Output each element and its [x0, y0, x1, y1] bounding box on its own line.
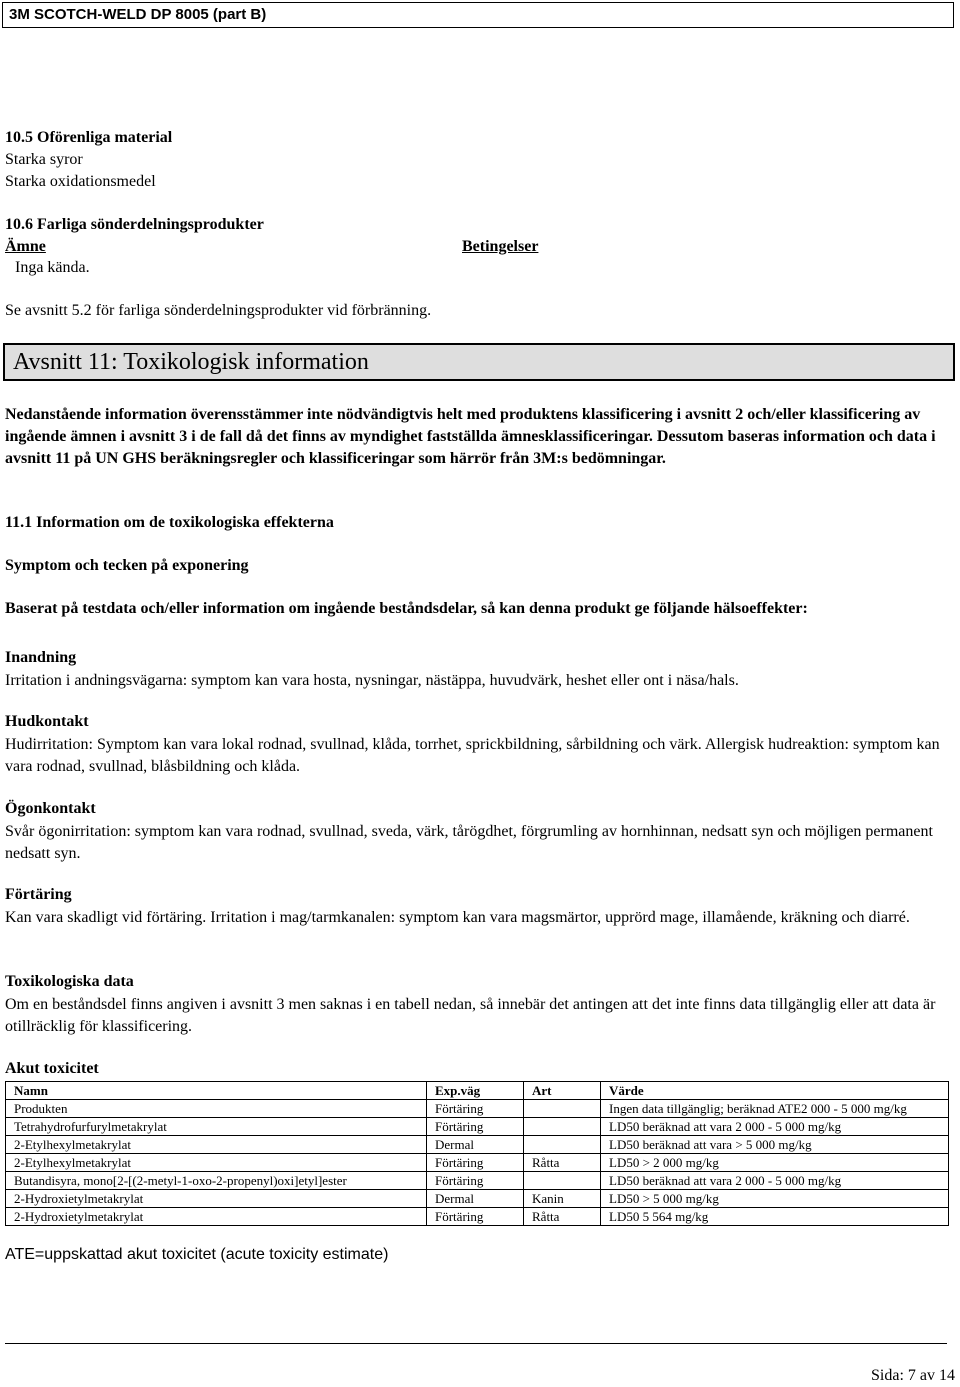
table-row — [6, 1100, 949, 1118]
health-effects-intro: Baserat på testdata och/eller information om ingående beståndsdelar, så kan denna produkt ge följande hälsoeffekter: — [5, 600, 808, 617]
cell-route: Dermal — [427, 1190, 524, 1208]
inhalation-heading: Inandning — [5, 649, 77, 666]
cell-value: Ingen data tillgänglig; beräknad ATE2 000 - 5 000 mg/kg — [601, 1100, 949, 1118]
cell-name: Produkten — [6, 1100, 427, 1118]
heading-10-5: 10.5 Oförenliga material — [5, 129, 173, 146]
cell-name: 2-Etylhexylmetakrylat — [6, 1136, 427, 1154]
skin-heading: Hudkontakt — [5, 713, 89, 730]
column-header-route: Exp.väg — [427, 1082, 524, 1100]
page-number: Sida: 7 av 14 — [871, 1367, 955, 1384]
cell-species — [524, 1100, 601, 1118]
acute-toxicity-heading: Akut toxicitet — [5, 1060, 99, 1077]
incompatible-item-2: Starka oxidationsmedel — [5, 173, 156, 190]
column-header-species: Art — [524, 1082, 601, 1100]
section-11-intro: Nedanstående information överensstämmer inte nödvändigtvis helt med produktens klassificering i avsnitt 2 och/eller klassificering av ingående ämnen i avsnitt 3 i de fall då det finns av myndighet fastställda ämnesklassificeringar. Dessutom baseras information och data i avsnitt 11 på UN GHS beräkningsregler och klassificeringar som härrör från 3M:s bedömningar. — [5, 406, 936, 467]
table-row — [6, 1118, 949, 1136]
cell-species — [524, 1118, 601, 1136]
cell-species — [524, 1172, 601, 1190]
document-title: 3M SCOTCH-WELD DP 8005 (part B) — [9, 6, 267, 23]
eye-text: Svår ögonirritation: symptom kan vara rodnad, svullnad, sveda, värk, tårögdhet, förgrumling av hornhinnan, nedsatt syn och möjligen permanent nedsatt syn. — [5, 823, 933, 862]
cell-species: Råtta — [524, 1208, 601, 1226]
table-row — [6, 1136, 949, 1154]
cell-name: 2-Hydroxietylmetakrylat — [6, 1190, 427, 1208]
cell-route: Förtäring — [427, 1208, 524, 1226]
section-11-banner — [3, 343, 955, 381]
decomposition-note: Se avsnitt 5.2 för farliga sönderdelningsprodukter vid förbränning. — [5, 302, 432, 319]
cell-value: LD50 > 2 000 mg/kg — [601, 1154, 949, 1172]
cell-name: 2-Hydroxietylmetakrylat — [6, 1208, 427, 1226]
cell-name: Tetrahydrofurfurylmetakrylat — [6, 1118, 427, 1136]
heading-11-1: 11.1 Information om de toxikologiska effekterna — [5, 514, 334, 531]
incompatible-item-1: Starka syror — [5, 151, 83, 168]
cell-route: Förtäring — [427, 1118, 524, 1136]
substance-value: Inga kända. — [15, 259, 90, 276]
ingestion-heading: Förtäring — [5, 886, 72, 903]
cell-value: LD50 5 564 mg/kg — [601, 1208, 949, 1226]
toxdata-text: Om en beståndsdel finns angiven i avsnitt 3 men saknas i en tabell nedan, så innebär det antingen att det inte finns data tillgänglig eller att data är otillräcklig för klassificering. — [5, 996, 936, 1035]
symptom-heading: Symptom och tecken på exponering — [5, 557, 249, 574]
column-conditions: Betingelser — [462, 238, 539, 255]
cell-route: Förtäring — [427, 1172, 524, 1190]
cell-route: Dermal — [427, 1136, 524, 1154]
acute-toxicity-table — [5, 1081, 949, 1226]
skin-text: Hudirritation: Symptom kan vara lokal rodnad, svullnad, klåda, torrhet, sprickbildning, sårbildning och värk. Allergisk hudreaktion: symptom kan vara rodnad, svullnad, blåsbildning och klåda. — [5, 736, 940, 775]
table-row — [6, 1208, 949, 1226]
column-header-value: Värde — [601, 1082, 949, 1100]
ate-footnote: ATE=uppskattad akut toxicitet (acute toxicity estimate) — [5, 1246, 389, 1263]
cell-value: LD50 beräknad att vara > 5 000 mg/kg — [601, 1136, 949, 1154]
cell-route: Förtäring — [427, 1154, 524, 1172]
cell-value: LD50 beräknad att vara 2 000 - 5 000 mg/kg — [601, 1172, 949, 1190]
cell-value: LD50 > 5 000 mg/kg — [601, 1190, 949, 1208]
cell-name: Butandisyra, mono[2-[(2-metyl-1-oxo-2-propenyl)oxi]etyl]ester — [6, 1172, 427, 1190]
table-row — [6, 1154, 949, 1172]
cell-species: Råtta — [524, 1154, 601, 1172]
cell-species — [524, 1136, 601, 1154]
eye-heading: Ögonkontakt — [5, 800, 96, 817]
cell-value: LD50 beräknad att vara 2 000 - 5 000 mg/kg — [601, 1118, 949, 1136]
table-header-row — [6, 1082, 949, 1100]
column-substance: Ämne — [5, 238, 46, 255]
section-11-title: Avsnitt 11: Toxikologisk information — [13, 349, 369, 375]
ingestion-text: Kan vara skadligt vid förtäring. Irritation i mag/tarmkanalen: symptom kan vara magsmärtor, upprörd mage, illamående, kräkning och diarré. — [5, 909, 910, 926]
footer-rule — [5, 1343, 947, 1344]
table-row — [6, 1190, 949, 1208]
cell-species: Kanin — [524, 1190, 601, 1208]
cell-route: Förtäring — [427, 1100, 524, 1118]
document-header — [2, 2, 954, 28]
column-header-name: Namn — [6, 1082, 427, 1100]
cell-name: 2-Etylhexylmetakrylat — [6, 1154, 427, 1172]
heading-10-6: 10.6 Farliga sönderdelningsprodukter — [5, 216, 264, 233]
table-row — [6, 1172, 949, 1190]
inhalation-text: Irritation i andningsvägarna: symptom kan vara hosta, nysningar, nästäppa, huvudvärk, heshet eller ont i näsa/hals. — [5, 672, 739, 689]
toxdata-heading: Toxikologiska data — [5, 973, 134, 990]
